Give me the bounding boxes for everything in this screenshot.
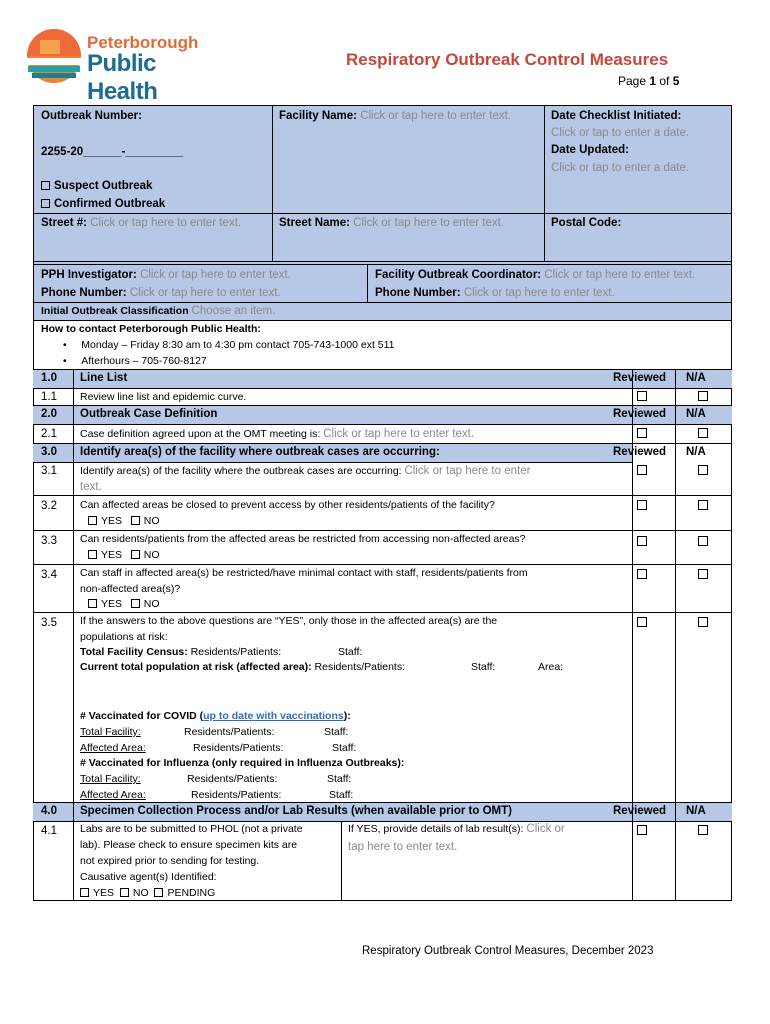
row-3-2-yes-no[interactable]: YES NO — [88, 515, 160, 527]
lab-result-details[interactable]: If YES, provide details of lab result(s): Click or — [348, 823, 565, 835]
na-header: N/A — [686, 805, 706, 817]
row-3-3-text: Can residents/patients from the affected areas be restricted from accessing non-affected areas? — [80, 533, 526, 545]
checkbox-icon[interactable] — [131, 599, 140, 608]
section-1-title: Line List — [80, 372, 128, 384]
row-3-4-na-checkbox[interactable] — [698, 569, 708, 579]
checkbox-icon[interactable] — [131, 550, 140, 559]
row-4-1-number: 4.1 — [41, 825, 57, 837]
row-3-5-text-line1: If the answers to the above questions are “YES”, only those in the affected area(s) are the — [80, 615, 498, 627]
checkbox-icon[interactable] — [41, 199, 50, 208]
section-1-number: 1.0 — [41, 372, 57, 384]
row-3-3-yes-no[interactable]: YES NO — [88, 549, 160, 561]
contact-bullet-weekday: • Monday – Friday 8:30 am to 4:30 pm contact 705-743-1000 ext 511 — [63, 339, 395, 351]
row-3-5-reviewed-checkbox[interactable] — [637, 617, 647, 627]
row-3-2-na-checkbox[interactable] — [698, 500, 708, 510]
reviewed-header: Reviewed — [613, 408, 667, 420]
checkbox-icon[interactable] — [88, 550, 97, 559]
row-3-2-text: Can affected areas be closed to prevent access by other residents/patients of the facility? — [80, 499, 495, 511]
logo-mark-icon — [24, 28, 84, 84]
checkbox-icon[interactable] — [154, 888, 163, 897]
census-row: Total Facility Census: Residents/Patients: Staff: — [80, 646, 363, 658]
outbreak-number-label: Outbreak Number: — [41, 110, 142, 122]
investigator-phone-field[interactable]: Phone Number: Click or tap here to enter text. — [41, 287, 281, 299]
row-1-1-number: 1.1 — [41, 391, 57, 403]
row-3-1-reviewed-checkbox[interactable] — [637, 465, 647, 475]
row-3-1-text[interactable]: Identify area(s) of the facility where the outbreak cases are occurring: Click or tap here to enter — [80, 465, 531, 477]
na-header: N/A — [686, 372, 706, 384]
page-title: Respiratory Outbreak Control Measures — [346, 50, 669, 69]
suspect-outbreak-option[interactable]: Suspect Outbreak — [41, 180, 152, 192]
row-3-1-text-cont[interactable]: text. — [80, 481, 102, 493]
row-4-1-text-line2: lab). Please check to ensure specimen kits are — [80, 839, 298, 851]
vaccination-link[interactable]: up to date with vaccinations — [203, 710, 344, 722]
row-3-4-reviewed-checkbox[interactable] — [637, 569, 647, 579]
row-2-1-number: 2.1 — [41, 428, 57, 440]
row-4-1-na-checkbox[interactable] — [698, 825, 708, 835]
checkbox-icon[interactable] — [88, 516, 97, 525]
risk-row: Current total population at risk (affected area): Residents/Patients: Staff: Area: — [80, 661, 564, 673]
checkbox-icon[interactable] — [120, 888, 129, 897]
row-1-1-text: Review line list and epidemic curve. — [80, 391, 247, 403]
row-3-4-text-line2: non-affected area(s)? — [80, 583, 181, 595]
covid-vaccinated-heading: # Vaccinated for COVID (up to date with vaccinations): — [80, 710, 351, 722]
section-4-title: Specimen Collection Process and/or Lab Results (when available prior to OMT) — [80, 805, 512, 817]
outbreak-number-field[interactable]: 2255-20______-_________ — [41, 146, 183, 158]
row-3-5-na-checkbox[interactable] — [698, 617, 708, 627]
lab-result-details-cont[interactable]: tap here to enter text. — [348, 841, 458, 853]
section-3-title: Identify area(s) of the facility where outbreak cases are occurring: — [80, 446, 440, 458]
checkbox-icon[interactable] — [41, 181, 50, 190]
flu-affected-area-row: Affected Area: Residents/Patients: Staff: — [80, 789, 354, 801]
date-initiated-field[interactable]: Click or tap to enter a date. — [551, 127, 690, 139]
contact-heading: How to contact Peterborough Public Health: — [41, 323, 261, 335]
investigator-field[interactable]: PPH Investigator: Click or tap here to enter text. — [41, 269, 291, 281]
row-3-3-na-checkbox[interactable] — [698, 536, 708, 546]
checkbox-icon[interactable] — [80, 888, 89, 897]
facility-name-field[interactable]: Facility Name: Click or tap here to enter text. — [279, 110, 512, 122]
logo — [24, 28, 224, 105]
reviewed-header: Reviewed — [613, 805, 667, 817]
coordinator-field[interactable]: Facility Outbreak Coordinator: Click or tap here to enter text. — [375, 269, 696, 281]
row-3-5-number: 3.5 — [41, 617, 57, 629]
row-1-1-na-checkbox[interactable] — [698, 391, 708, 401]
row-4-1-text-line3: not expired prior to sending for testing. — [80, 855, 260, 867]
covid-affected-area-row: Affected Area: Residents/Patients: Staff: — [80, 742, 357, 754]
row-4-1-text-line4: Causative agent(s) Identified: — [80, 871, 217, 883]
row-3-3-number: 3.3 — [41, 535, 57, 547]
flu-total-facility-row: Total Facility: Residents/Patients: Staff: — [80, 773, 352, 785]
row-2-1-reviewed-checkbox[interactable] — [637, 428, 647, 438]
na-header: N/A — [686, 408, 706, 420]
row-4-1-reviewed-checkbox[interactable] — [637, 825, 647, 835]
checkbox-icon[interactable] — [88, 599, 97, 608]
street-name-field[interactable]: Street Name: Click or tap here to enter text. — [279, 217, 505, 229]
contact-bullet-afterhours: • Afterhours – 705-760-8127 — [63, 355, 207, 367]
coordinator-phone-field[interactable]: Phone Number: Click or tap here to enter text. — [375, 287, 615, 299]
postal-code-label[interactable]: Postal Code: — [551, 217, 622, 229]
date-updated-label: Date Updated: — [551, 144, 629, 156]
date-updated-field[interactable]: Click or tap to enter a date. — [551, 162, 690, 174]
flu-vaccinated-heading: # Vaccinated for Influenza (only required in Influenza Outbreaks): — [80, 757, 405, 769]
row-3-4-number: 3.4 — [41, 569, 57, 581]
reviewed-header: Reviewed — [613, 372, 667, 384]
na-header: N/A — [686, 446, 706, 458]
causative-agent-options[interactable]: YES NO PENDING — [80, 887, 215, 899]
confirmed-outbreak-option[interactable]: Confirmed Outbreak — [41, 198, 165, 210]
footer-text: Respiratory Outbreak Control Measures, December 2023 — [362, 945, 654, 957]
section-4-number: 4.0 — [41, 805, 57, 817]
reviewed-header: Reviewed — [613, 446, 667, 458]
section-2-number: 2.0 — [41, 408, 57, 420]
logo-text-line2: Public Health — [87, 50, 158, 105]
logo-text-line1: Peterborough — [87, 33, 199, 52]
row-3-1-na-checkbox[interactable] — [698, 465, 708, 475]
row-1-1-reviewed-checkbox[interactable] — [637, 391, 647, 401]
row-3-2-reviewed-checkbox[interactable] — [637, 500, 647, 510]
row-2-1-na-checkbox[interactable] — [698, 428, 708, 438]
checkbox-icon[interactable] — [131, 516, 140, 525]
page-indicator: Page 1 of 5 — [618, 74, 680, 88]
date-initiated-label: Date Checklist Initiated: — [551, 110, 682, 122]
row-3-1-number: 3.1 — [41, 465, 57, 477]
classification-field[interactable]: Initial Outbreak Classification Choose an item. — [41, 305, 276, 317]
row-3-3-reviewed-checkbox[interactable] — [637, 536, 647, 546]
row-3-4-text-line1: Can staff in affected area(s) be restricted/have minimal contact with staff, residents/patients from — [80, 567, 528, 579]
row-4-1-text-line1: Labs are to be submitted to PHOL (not a private — [80, 823, 303, 835]
section-2-title: Outbreak Case Definition — [80, 408, 218, 420]
section-3-number: 3.0 — [41, 446, 57, 458]
row-3-5-text-line2: populations at risk: — [80, 631, 168, 643]
row-2-1-text[interactable]: Case definition agreed upon at the OMT meeting is: Click or tap here to enter text. — [80, 428, 475, 440]
row-3-2-number: 3.2 — [41, 500, 57, 512]
street-number-field[interactable]: Street #: Click or tap here to enter text. — [41, 217, 242, 229]
covid-total-facility-row: Total Facility: Residents/Patients: Staff: — [80, 726, 349, 738]
row-3-4-yes-no[interactable]: YES NO — [88, 598, 160, 610]
